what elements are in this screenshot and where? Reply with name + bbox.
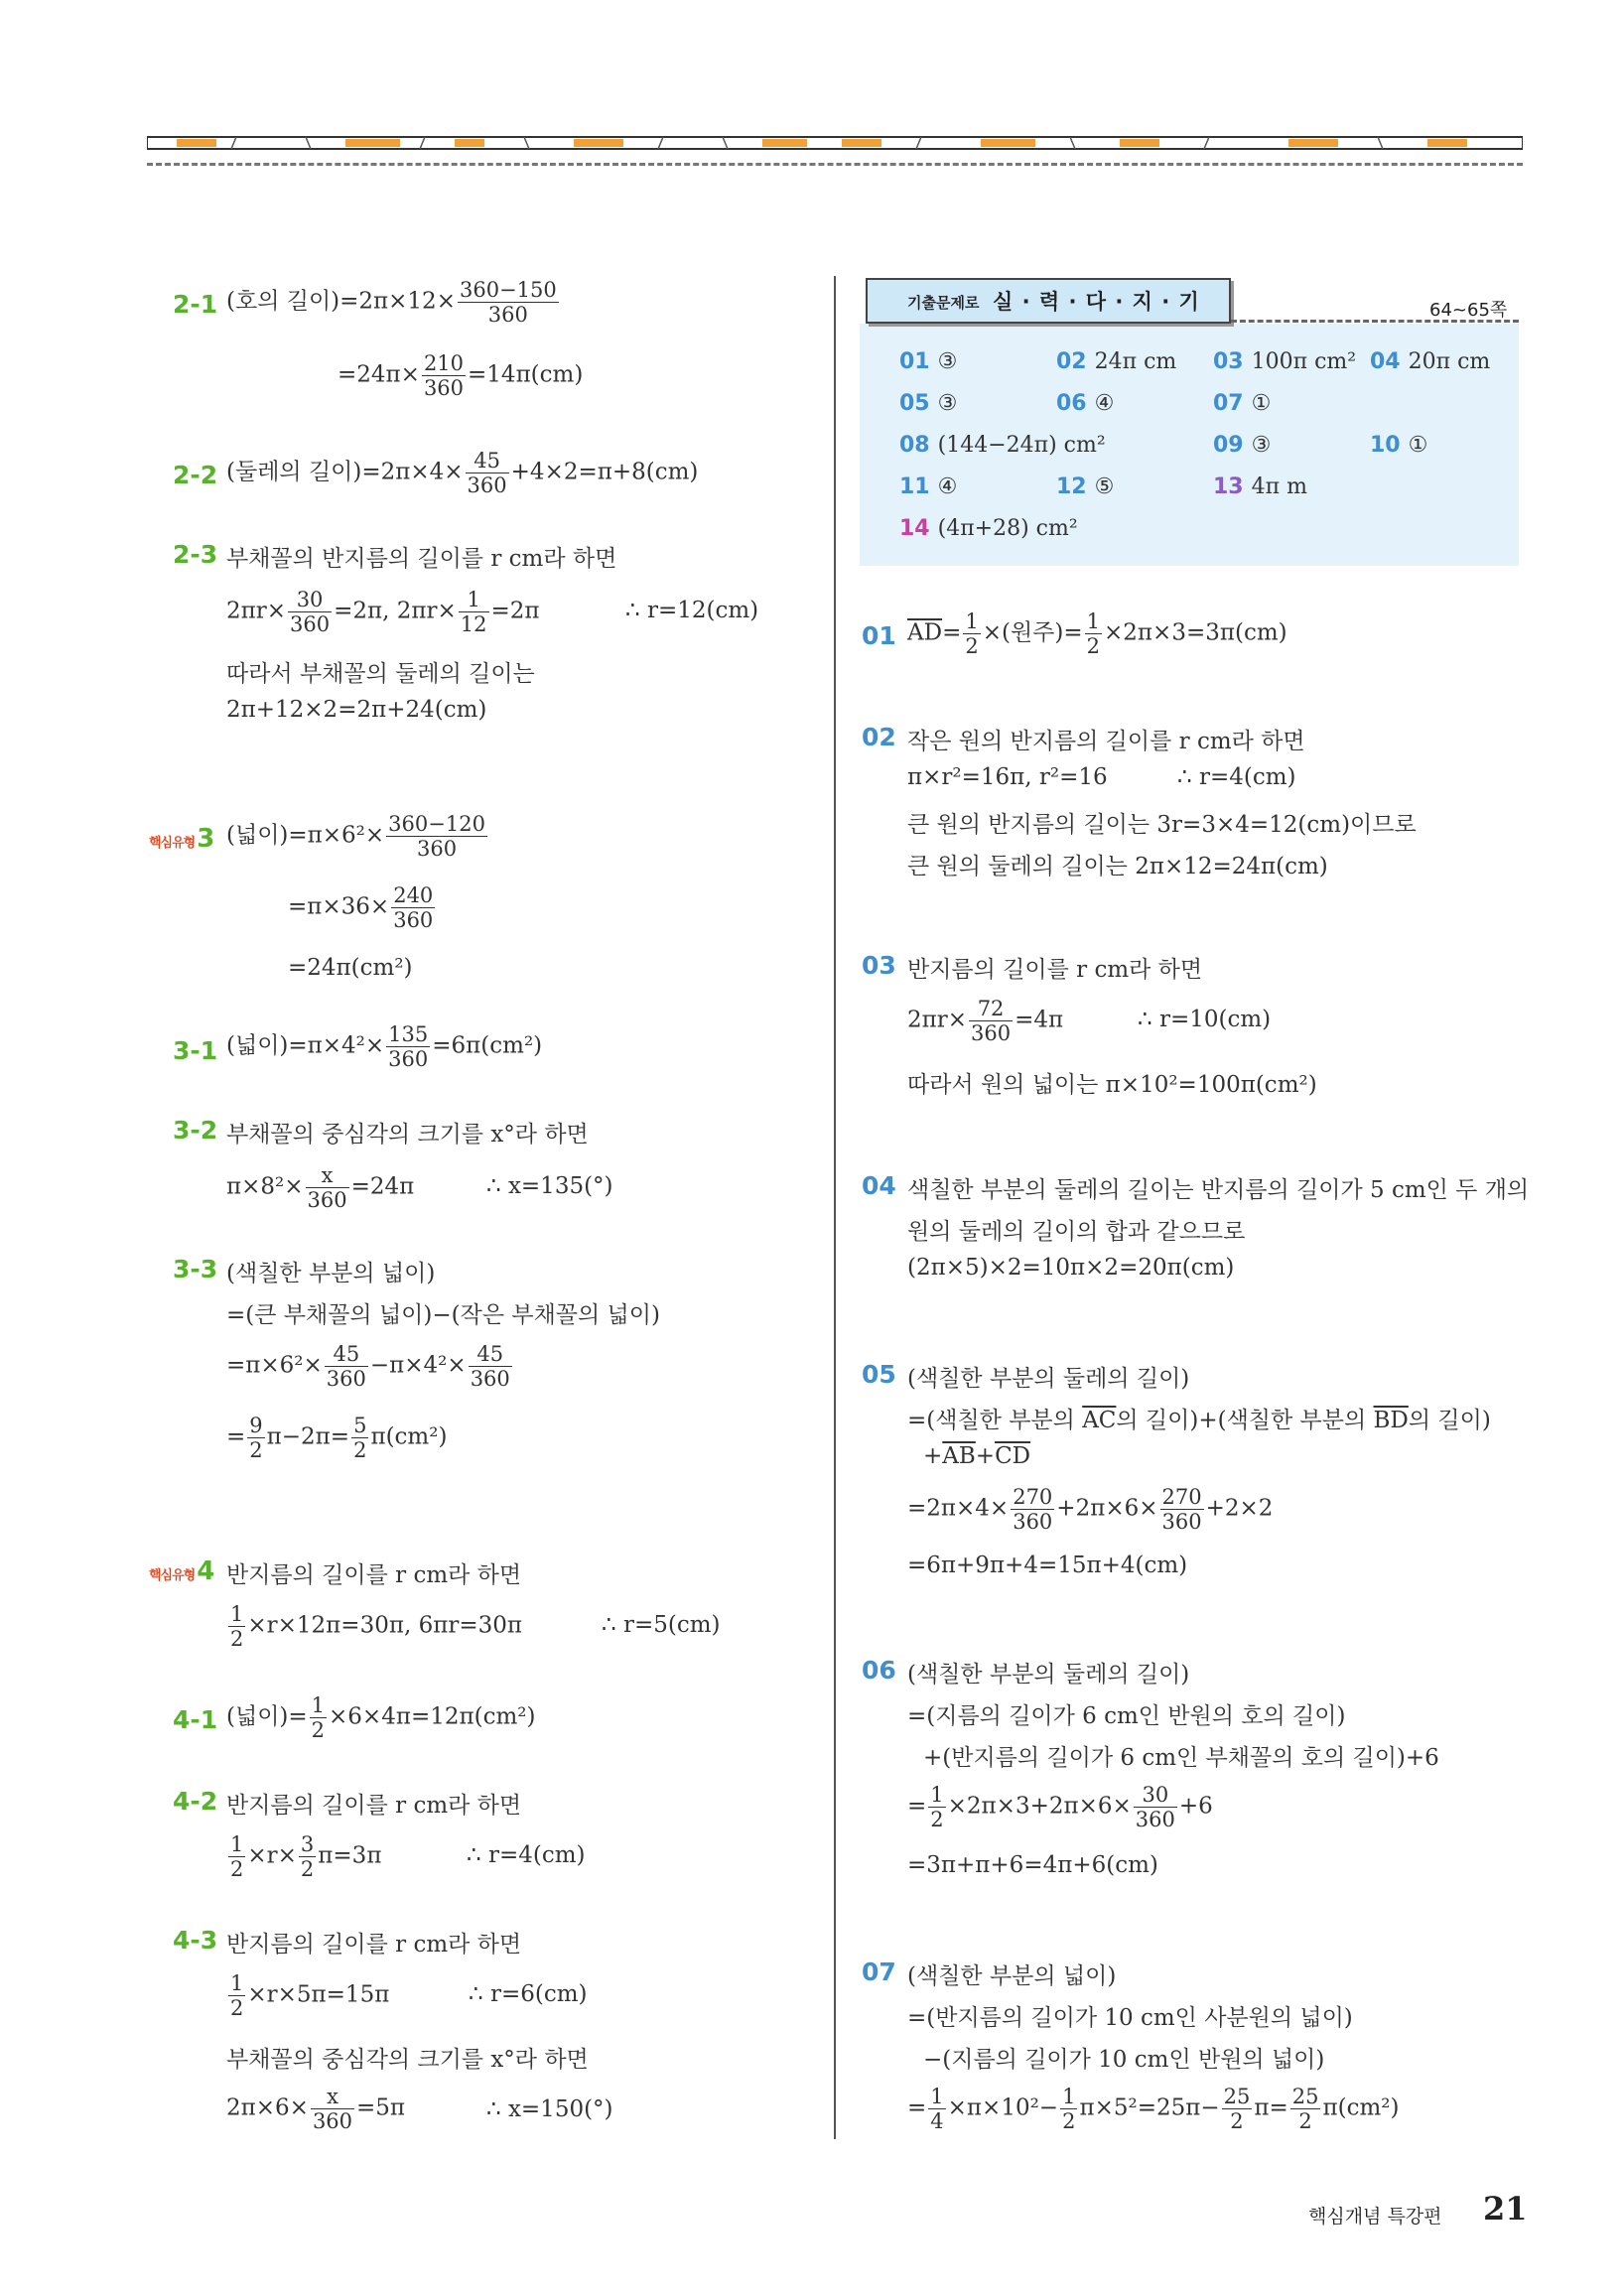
solution-4-3-therefore: ∴ r=6(cm) [469, 1981, 588, 2007]
solution-label-01: 01 [862, 621, 896, 650]
answer-07: 07 ① [1213, 391, 1272, 416]
problem-label-4-1: 4-1 [173, 1705, 218, 1734]
solution-core-4-eq: $\frac{1}{2}$ ×r×12π=30π, 6πr=30π [230, 1602, 522, 1651]
solution-06-eq: = $\frac{1}{2}$ ×2π×3+2π×6× $\frac{30}{360}$ +6 [907, 1783, 1213, 1831]
solution-05-result: =6π+9π+4=15π+4(cm) [907, 1553, 1188, 1578]
solution-core-3-line1: (넓이)=π×6²× $\frac{360-120}{360}$ [226, 812, 485, 861]
solution-02-line4: 큰 원의 둘레의 길이는 2π×12=24π(cm) [907, 854, 1328, 879]
column-divider [834, 276, 836, 2139]
solution-3-2-therefore: ∴ x=135(°) [486, 1173, 613, 1199]
answer-09: 09 ③ [1213, 433, 1272, 458]
solution-03-eq: 2πr× $\frac{72}{360}$ =4π [907, 997, 1064, 1045]
answer-08: 08 (144−24π) cm² [899, 433, 1106, 458]
problem-label-3-1: 3-1 [173, 1036, 218, 1065]
answer-box-title: 기출문제로 실 · 력 · 다 · 지 · 기 [866, 278, 1231, 324]
solution-04-line3: (2π×5)×2=10π×2=20π(cm) [907, 1255, 1235, 1281]
solution-04-line2: 원의 둘레의 길이의 합과 같으므로 [907, 1219, 1246, 1245]
answer-11: 11 ④ [899, 474, 958, 499]
solution-03-result: 따라서 원의 넓이는 π×10²=100π(cm²) [907, 1072, 1317, 1098]
problem-label-4-3: 4-3 [173, 1926, 218, 1955]
solution-02-therefore: ∴ r=4(cm) [1177, 764, 1296, 790]
solution-02-line1: 작은 원의 반지름의 길이를 r cm라 하면 [907, 729, 1305, 754]
answer-13: 13 4π m [1213, 474, 1307, 499]
solution-label-07: 07 [862, 1958, 896, 1986]
footer-book-title: 핵심개념 특강편 [1308, 2206, 1442, 2228]
answer-03: 03 100π cm² [1213, 349, 1357, 374]
solution-core-3-line3: =24π(cm²) [288, 955, 413, 981]
solution-2-3-therefore: ∴ r=12(cm) [625, 598, 759, 623]
solution-06-result: =3π+π+6=4π+6(cm) [907, 1852, 1158, 1878]
solution-06-line1: (색칠한 부분의 둘레의 길이) [907, 1662, 1190, 1688]
page-number: 21 [1483, 2190, 1528, 2228]
answer-14: 14 (4π+28) cm² [899, 516, 1078, 541]
solution-01: $\overline{AD}=$ $\frac{1}{2}$ ×(원주)= $\frac{1}{2}$ ×2π×3=3π(cm) [907, 609, 1287, 658]
core-type-3-label: 핵심유형3 [149, 824, 215, 854]
solution-07-line1: (색칠한 부분의 넓이) [907, 1963, 1117, 1989]
problem-label-3-3: 3-3 [173, 1255, 218, 1283]
solution-2-3-result: 2π+12×2=2π+24(cm) [226, 697, 487, 723]
solution-06-line2: =(지름의 길이가 6 cm인 반원의 호의 길이) [907, 1703, 1346, 1729]
answer-05: 05 ③ [899, 391, 958, 416]
answer-10: 10 ① [1370, 433, 1428, 458]
solution-2-3-eq: 2πr× $\frac{30}{360}$ =2π, 2πr× $\frac{1}{12}$ =2π [226, 588, 540, 636]
answer-01: 01 ③ [899, 349, 958, 374]
solution-07-line3: −(지름의 길이가 10 cm인 반원의 넓이) [923, 2047, 1325, 2073]
problem-label-2-3: 2-3 [173, 540, 218, 569]
solution-02-line3: 큰 원의 반지름의 길이는 3r=3×4=12(cm)이므로 [907, 812, 1417, 838]
problem-label-3-2: 3-2 [173, 1116, 218, 1145]
solution-2-3-intro: 부채꼴의 반지름의 길이를 r cm라 하면 [226, 546, 617, 572]
page-range: 64~65쪽 [1429, 300, 1508, 321]
solution-03-therefore: ∴ r=10(cm) [1138, 1007, 1272, 1032]
solution-05-eq: =2π×4× $\frac{270}{360}$ +2π×6× $\frac{270}{360}$ +2×2 [907, 1485, 1274, 1534]
solution-3-3-line1: (색칠한 부분의 넓이) [226, 1261, 436, 1286]
solution-label-05: 05 [862, 1360, 896, 1389]
solution-05-line2: =(색칠한 부분의 $\overline{AC}$의 길이)+(색칠한 부분의 $\overline{BD}$의 길이) [907, 1408, 1491, 1433]
solution-4-2-eq: $\frac{1}{2}$ ×r× $\frac{3}{2}$ π=3π [230, 1832, 382, 1881]
solution-4-2-intro: 반지름의 길이를 r cm라 하면 [226, 1793, 522, 1819]
solution-3-1: (넓이)=π×4²× $\frac{135}{360}$ =6π(cm²) [226, 1022, 543, 1071]
answer-02: 02 24π cm [1056, 349, 1177, 374]
solution-05-line3: $+\overline{AB}+\overline{CD}$ [923, 1443, 1031, 1469]
solution-core-3-line2: =π×36× $\frac{240}{360}$ [288, 883, 434, 932]
solution-core-4-therefore: ∴ r=5(cm) [602, 1612, 721, 1638]
answer-04: 04 20π cm [1370, 349, 1491, 374]
answer-06: 06 ④ [1056, 391, 1115, 416]
solution-4-3-eq2: 2π×6× $\frac{x}{360}$ =5π [226, 2085, 406, 2133]
solution-04-line1: 색칠한 부분의 둘레의 길이는 반지름의 길이가 5 cm인 두 개의 [907, 1177, 1530, 1203]
answer-12: 12 ⑤ [1056, 474, 1115, 499]
solution-2-1-line2: =24π× $\frac{210}{360}$ =14π(cm) [338, 351, 584, 400]
core-type-4-label: 핵심유형4 [149, 1556, 215, 1586]
solution-3-3-line4: = $\frac{9}{2}$ π−2π= $\frac{5}{2}$ π(cm²) [226, 1414, 448, 1462]
solution-3-2-eq: π×8²× $\frac{x}{360}$ =24π [226, 1163, 415, 1212]
solution-4-2-therefore: ∴ r=4(cm) [467, 1842, 586, 1868]
solution-06-line3: +(반지름의 길이가 6 cm인 부채꼴의 호의 길이)+6 [923, 1745, 1439, 1771]
header-decoration [147, 135, 1523, 151]
solution-4-3-intro: 반지름의 길이를 r cm라 하면 [226, 1932, 522, 1958]
solution-2-3-text: 따라서 부채꼴의 둘레의 길이는 [226, 661, 535, 687]
solution-03-intro: 반지름의 길이를 r cm라 하면 [907, 957, 1203, 983]
solution-2-2: (둘레의 길이)=2π×4× $\frac{45}{360}$ +4×2=π+8(cm) [226, 449, 699, 497]
problem-label-2-1: 2-1 [173, 290, 218, 319]
solution-2-1-line1: (호의 길이)=2π×12× $\frac{360-150}{360}$ [226, 278, 557, 327]
header-dashed-line [147, 163, 1523, 166]
solution-07-line2: =(반지름의 길이가 10 cm인 사분원의 넓이) [907, 2005, 1353, 2031]
solution-label-06: 06 [862, 1656, 896, 1685]
solution-core-4-intro: 반지름의 길이를 r cm라 하면 [226, 1562, 522, 1588]
solution-05-line1: (색칠한 부분의 둘레의 길이) [907, 1366, 1190, 1392]
problem-label-2-2: 2-2 [173, 461, 218, 489]
solution-4-1: (넓이)= $\frac{1}{2}$ ×6×4π=12π(cm²) [226, 1693, 536, 1742]
solution-label-03: 03 [862, 951, 896, 980]
solution-label-04: 04 [862, 1171, 896, 1200]
solution-02-line2: π×r²=16π, r²=16 [907, 764, 1108, 790]
problem-label-4-2: 4-2 [173, 1787, 218, 1816]
solution-4-3-eq: $\frac{1}{2}$ ×r×5π=15π [230, 1971, 390, 2020]
solution-label-02: 02 [862, 723, 896, 751]
solution-3-3-line2: =(큰 부채꼴의 넓이)−(작은 부채꼴의 넓이) [226, 1302, 660, 1328]
solution-3-3-line3: =π×6²× $\frac{45}{360}$ −π×4²× $\frac{45}{360}$ [226, 1342, 510, 1391]
solution-3-2-intro: 부채꼴의 중심각의 크기를 x°라 하면 [226, 1122, 589, 1148]
solution-4-3-text: 부채꼴의 중심각의 크기를 x°라 하면 [226, 2047, 589, 2073]
solution-07-eq: = $\frac{1}{4}$ ×π×10²− $\frac{1}{2}$ π×5²=25π− $\frac{25}{2}$ π= $\frac{25}{2}$ π(cm²) [907, 2085, 1400, 2133]
solution-4-3-therefore2: ∴ x=150(°) [486, 2096, 613, 2122]
